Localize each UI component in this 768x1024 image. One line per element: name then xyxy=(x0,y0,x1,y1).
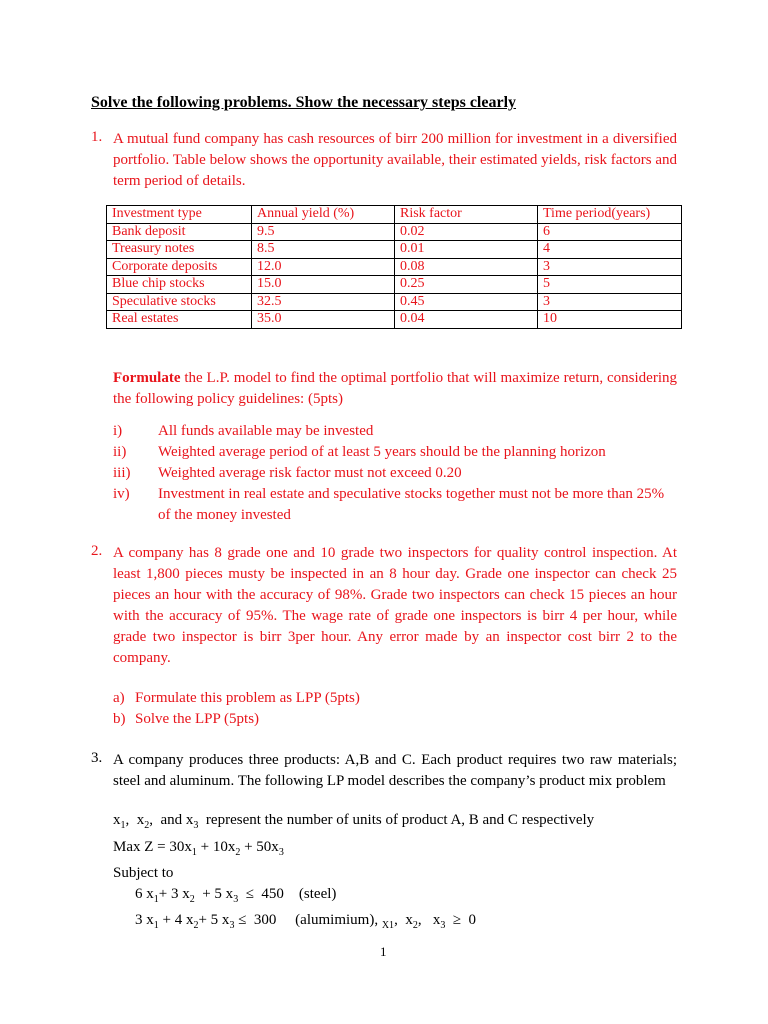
question-1-number: 1. xyxy=(91,129,103,145)
list-item: iii) Weighted average risk factor must not exceed 0.20 xyxy=(113,465,462,481)
table-cell: Corporate deposits xyxy=(107,258,252,276)
constraint-steel: 6 $x_1+ 3$ $x_2 + 5$ $x_3 \le 450$ (steel) xyxy=(135,885,337,905)
subject-to-label: Subject to xyxy=(113,865,174,881)
table-cell: Treasury notes xyxy=(107,241,252,259)
list-item: ii) Weighted average period of at least 5 years should be the planning horizon xyxy=(113,444,606,460)
table-row xyxy=(107,241,682,259)
table-row xyxy=(107,223,682,241)
page-number: 1 xyxy=(380,944,387,959)
table-cell: 35.0 xyxy=(252,311,395,329)
table-cell: 12.0 xyxy=(252,258,395,276)
table-cell: 0.01 xyxy=(395,241,538,259)
table-header-row xyxy=(107,206,682,224)
table-cell: Blue chip stocks xyxy=(107,276,252,294)
table-cell: 0.04 xyxy=(395,311,538,329)
constraint-aluminium: 3 $x_1 + 4$ $x_2+ 5$ $x_3 \le 300$ (alumimium), $_{X1}$, $x_2$, $x_3 \ge 0$ xyxy=(135,912,477,931)
table-row xyxy=(107,293,682,311)
table-cell: 0.02 xyxy=(395,223,538,241)
page-heading: Solve the following problems. Show the necessary steps clearly xyxy=(91,94,517,111)
table-cell: Risk factor xyxy=(395,206,538,224)
table-cell: 3 xyxy=(538,258,682,276)
table-cell: 8.5 xyxy=(252,241,395,259)
table-cell: 0.08 xyxy=(395,258,538,276)
list-item: iv) Investment in real estate and speculative stocks together must not be more than 25% of the money invested xyxy=(113,486,665,523)
table-cell: Investment type xyxy=(107,206,252,224)
guidelines-list xyxy=(113,421,678,526)
table-cell: 6 xyxy=(538,223,682,241)
table-cell: 9.5 xyxy=(252,223,395,241)
table-cell: Annual yield (%) xyxy=(252,206,395,224)
formulate-paragraph xyxy=(113,368,677,410)
table-cell: 0.45 xyxy=(395,293,538,311)
question-3-text: A company produces three products: A,B and C. Each product requires two raw materials; steel and aluminum. The following LP model describes the company’s product mix problem xyxy=(113,752,677,789)
list-item: a) Formulate this problem as LPP (5pts) xyxy=(113,690,360,706)
table-cell: Bank deposit xyxy=(107,223,252,241)
table-cell: 32.5 xyxy=(252,293,395,311)
formulate-bold: Formulate xyxy=(113,370,181,386)
table-cell: Time period(years) xyxy=(538,206,682,224)
table-row xyxy=(107,276,682,294)
list-item: b) Solve the LPP (5pts) xyxy=(113,711,260,727)
table-cell: 5 xyxy=(538,276,682,294)
question-2-number: 2. xyxy=(91,543,103,559)
formulate-rest: the L.P. model to find the optimal portfolio that will maximize return, considering the following policy guidelines: (5pts) xyxy=(113,370,677,407)
table-row xyxy=(107,311,682,329)
objective-line: Max $Z = 30x_1 + 10x_2 + 50x_3$ xyxy=(113,838,284,858)
list-item: i) All funds available may be invested xyxy=(113,423,374,439)
variables-line: $x_1$, $x_2$, and $x_3$ represent the number of units of product A, B and C respectively xyxy=(113,812,595,831)
table-row xyxy=(107,258,682,276)
lp-model xyxy=(113,810,594,937)
question-2-parts xyxy=(113,688,655,730)
table-cell: Speculative stocks xyxy=(107,293,252,311)
table-cell: 0.25 xyxy=(395,276,538,294)
table-cell: 3 xyxy=(538,293,682,311)
investment-table xyxy=(106,205,682,329)
question-1-text: A mutual fund company has cash resources of birr 200 million for investment in a diversified portfolio. Table below shows the opportunity available, their estimated yields, risk factors and term period of details. xyxy=(113,131,677,189)
table-cell: 15.0 xyxy=(252,276,395,294)
question-2-text: A company has 8 grade one and 10 grade two inspectors for quality control inspection. At least 1,800 pieces musty be inspected in an 8 hour day. Grade one inspector can check 25 pieces an hour with the accuracy of 98%. Grade two inspectors can check 15 pieces an hour with the accuracy of 95%. The wage rate of grade one inspectors is birr 4 per hour, while grade two inspector is birr 3per hour. Any error made by an inspector cost birr 2 to the company. xyxy=(113,545,677,666)
question-3-number: 3. xyxy=(91,750,103,766)
table-cell: 10 xyxy=(538,311,682,329)
table-cell: Real estates xyxy=(107,311,252,329)
table-cell: 4 xyxy=(538,241,682,259)
